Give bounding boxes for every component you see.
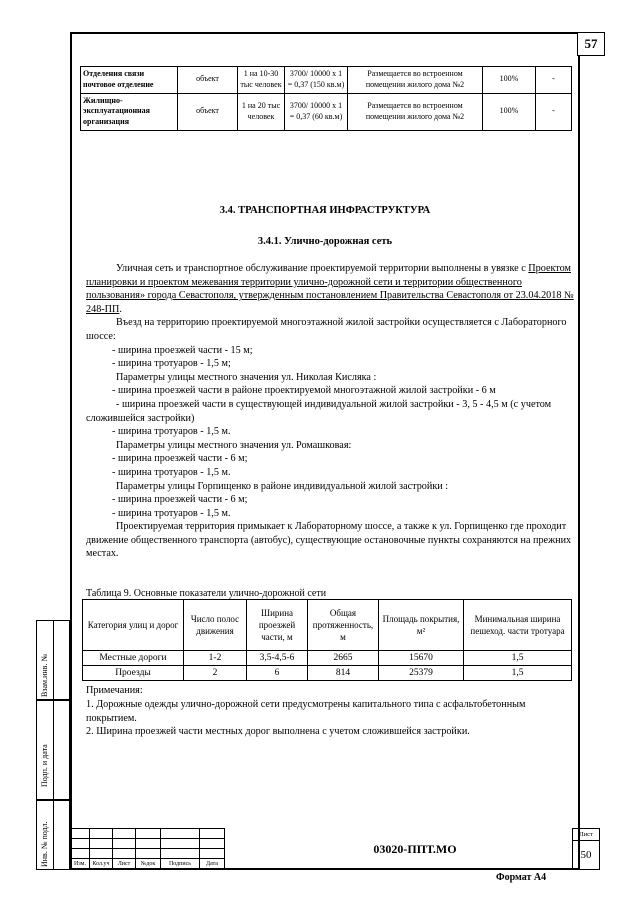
table-cell: Местные дороги: [83, 651, 184, 666]
table-cell: 814: [308, 666, 379, 681]
table-cell: 2665: [308, 651, 379, 666]
stamp-row: [71, 829, 225, 839]
sheet-number: 50: [580, 849, 592, 861]
facility-unit: объект: [178, 93, 238, 130]
facility-name: Жилищно-эксплуатационная организация: [81, 93, 178, 130]
reference-text: Проектом планировки и проектом межевания территории улично-дорожной сети и территории общественного пользования» города Севастополя, утвержденным постановлением Правительства Севастополя от 23.04.2018 № 248-ПП: [86, 263, 574, 315]
sheet-box: [572, 828, 600, 870]
facility-unit: объект: [178, 67, 238, 94]
list-item: - ширина тротуаров - 1,5 м;: [112, 358, 231, 370]
side-stamp-substitution: [36, 620, 70, 700]
table-cell: 1,5: [464, 666, 572, 681]
facility-norm: 1 на 20 тыс человек: [238, 93, 285, 130]
column-header: Ширина проезжей части, м: [247, 600, 308, 651]
table-header-row: [83, 600, 572, 651]
list-item: - ширина тротуаров - 1,5 м.: [112, 507, 231, 519]
document-code: 03020-ППТ.МО: [373, 842, 457, 856]
facility-dash: -: [536, 67, 572, 94]
table-cell: 25379: [379, 666, 464, 681]
stamp-row: [71, 849, 225, 859]
notes-title: Примечания:: [86, 685, 143, 696]
stamp-label: Кол.уч: [90, 859, 113, 870]
list-item: - ширина тротуаров - 1,5 м.: [112, 426, 231, 438]
stamp-label: Лист: [113, 859, 136, 870]
list-item: - ширина тротуаров - 1,5 м.: [112, 466, 231, 478]
side-stamp-signature: [36, 700, 70, 800]
column-header: Общая протяженность, м: [308, 600, 379, 651]
table-row: [81, 93, 572, 130]
section-title: 3.4. ТРАНСПОРТНАЯ ИНФРАСТРУКТУРА: [219, 205, 431, 216]
note-item: 2. Ширина проезжей части местных дорог выполнена с учетом сложившейся застройки.: [86, 726, 470, 738]
list-item: - ширина проезжей части - 6 м;: [112, 453, 248, 465]
facility-percent: 100%: [483, 67, 536, 94]
column-header: Число полос движения: [184, 600, 247, 651]
paragraph-text: Уличная сеть и транспортное обслуживание проектируемой территории выполнены в увязке с: [116, 263, 529, 274]
paragraph: [86, 262, 576, 316]
note-item: 1. Дорожные одежды улично-дорожной сети предусмотрены капитального типа с асфальтобетонным покрытием.: [86, 698, 526, 724]
table-cell: 1-2: [184, 651, 247, 666]
stamp-label: Изм.: [71, 859, 90, 870]
facilities-table: [80, 66, 572, 131]
facility-placement: Размещается во встроенном помещении жилого дома №2: [348, 93, 483, 130]
paragraph: Параметры улицы местного значения ул. Ромашковая:: [116, 439, 352, 451]
subsection-title: 3.4.1. Улично-дорожная сеть: [257, 236, 393, 247]
title-block: [70, 828, 580, 870]
table-cell: 6: [247, 666, 308, 681]
paragraph: Параметры улицы местного значения ул. Николая Кисляка :: [116, 371, 377, 383]
column-header: Минимальная ширина пешеход. части тротуара: [464, 600, 572, 651]
paragraph: Проектируемая территория примыкает к Лабораторному шоссе, а также к ул. Горпищенко где проходит движение общественного транспорта (автобус), существующие остановочные пункты сохраняются на прежних местах.: [86, 521, 572, 560]
table-cell: 15670: [379, 651, 464, 666]
table-caption: Таблица 9. Основные показатели улично-дорожной сети: [86, 588, 327, 599]
side-label: Подп. и дата: [40, 744, 49, 787]
list-item: - ширина проезжей части в существующей индивидуальной жилой застройки - 3, 5 - 4,5 м (с учетом сложившейся застройки): [86, 398, 552, 424]
table-cell: 1,5: [464, 651, 572, 666]
notes: [86, 684, 576, 739]
list-item: - ширина проезжей части - 6 м;: [112, 494, 248, 506]
table-cell: 2: [184, 666, 247, 681]
table-row: [83, 651, 572, 666]
stamp-label: №док: [136, 859, 161, 870]
facility-calc: 3700/ 10000 х 1 = 0,37 (150 кв.м): [285, 67, 348, 94]
facility-calc: 3700/ 10000 х 1 = 0,37 (60 кв.м): [285, 93, 348, 130]
column-header: Площадь покрытия, м²: [379, 600, 464, 651]
table-cell: 3,5-4,5-6: [247, 651, 308, 666]
facility-name: Отделения связи почтовое отделение: [81, 67, 178, 94]
paragraph: Въезд на территорию проектируемой многоэтажной жилой застройки осуществляется с Лабораторного шоссе:: [86, 317, 567, 342]
list-item: - ширина проезжей части в районе проектируемой многоэтажной жилой застройки - 6 м: [112, 385, 496, 397]
side-label: Инв. № подл.: [40, 821, 49, 867]
table-row: [83, 666, 572, 681]
side-label: Взам.инв. №: [40, 653, 49, 697]
list-item: - ширина проезжей части - 15 м;: [112, 344, 253, 356]
stamp-label: Дата: [200, 859, 225, 870]
title-block-grid: [70, 828, 225, 870]
table-cell: Проезды: [83, 666, 184, 681]
side-stamp-inventory: [36, 800, 70, 870]
body-text: [86, 262, 576, 561]
facility-dash: -: [536, 93, 572, 130]
facility-percent: 100%: [483, 93, 536, 130]
stamp-row: [71, 859, 225, 870]
road-network-table: [82, 599, 572, 681]
column-header: Категория улиц и дорог: [83, 600, 184, 651]
stamp-row: [71, 839, 225, 849]
format-label: Формат А4: [496, 872, 547, 883]
sheet-label: Лист: [573, 829, 599, 841]
top-page-number: 57: [577, 32, 605, 56]
paragraph: Параметры улицы Горпищенко в районе индивидуальной жилой застройки :: [116, 480, 449, 492]
stamp-label: Подпись: [161, 859, 200, 870]
paragraph-text: .: [119, 303, 122, 315]
facility-placement: Размещается во встроенном помещении жилого дома №2: [348, 67, 483, 94]
table-row: [81, 67, 572, 94]
facility-norm: 1 на 10-30 тыс человек: [238, 67, 285, 94]
